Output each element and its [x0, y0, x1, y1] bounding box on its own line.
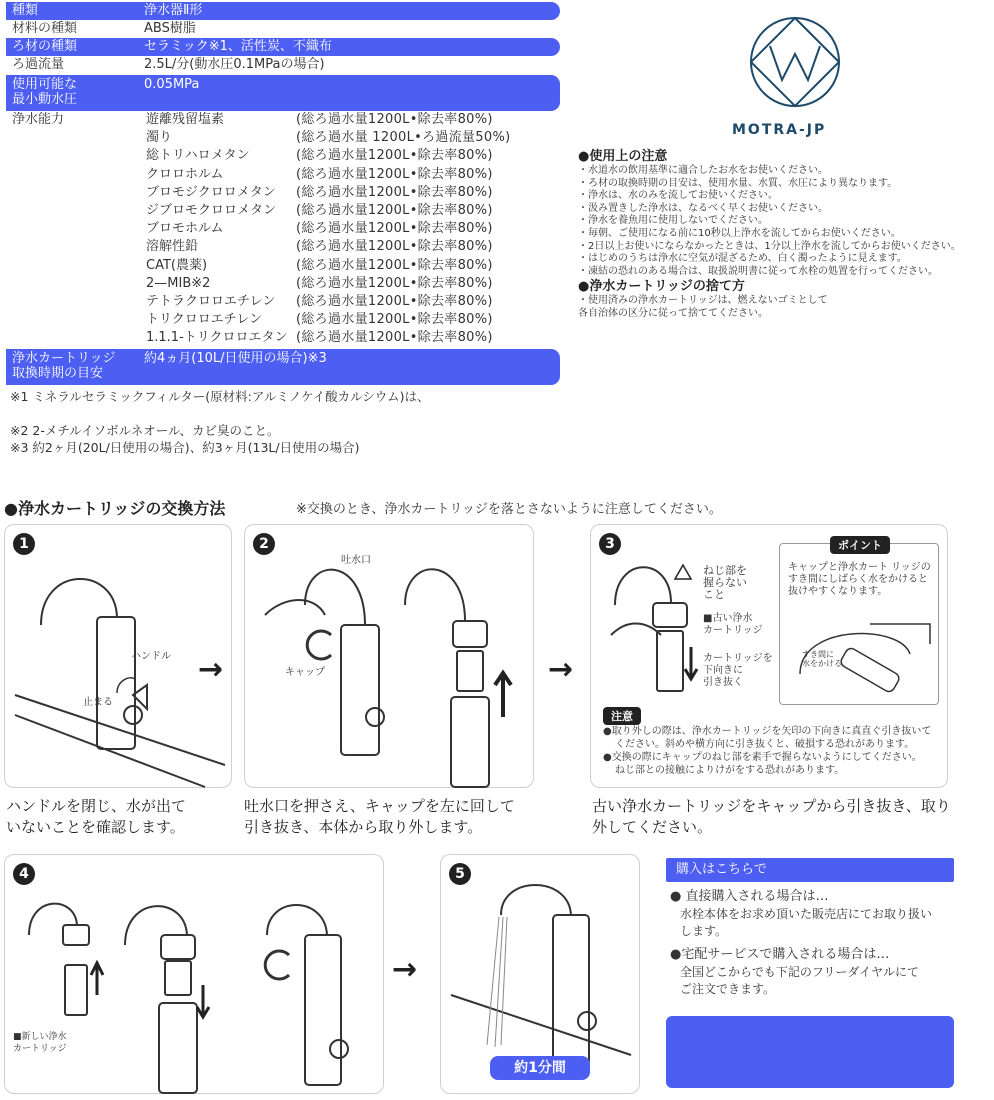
procedure-title: ●浄水カートリッジの交換方法 — [4, 499, 226, 518]
spec-row-type — [6, 2, 560, 20]
footnote-1: ※1 ミネラルセラミックフィルター(原材料:アルミノケイ酸カルシウム)は、 — [10, 389, 430, 404]
performance-item — [146, 166, 510, 184]
performance-name: 溶解性鉛 — [146, 239, 199, 255]
note-line: ・水道水の飲用基準に適合したお水をお使いください。 — [578, 165, 828, 176]
next-arrow-icon: → — [548, 652, 574, 687]
usage-list — [578, 165, 988, 278]
performance-item — [146, 257, 510, 275]
performance-item — [146, 238, 510, 256]
note-line: ・2日以上お使いにならなかったときは、1分以上浄水を流してからお使いください。 — [578, 240, 961, 252]
spec-value: 2.5L/分(動水圧0.1MPaの場合) — [144, 57, 325, 72]
pull-down-label — [703, 653, 773, 689]
next-arrow-icon: → — [198, 652, 224, 687]
performance-block — [6, 111, 560, 348]
note-line: ・浄水は、水のみを流してお使いください。 — [578, 190, 778, 202]
direct-purchase-text — [670, 906, 960, 940]
performance-label: 浄水能力 — [12, 112, 65, 127]
performance-item — [146, 275, 510, 293]
spec-key — [6, 75, 136, 111]
motra-logo-icon — [740, 12, 850, 112]
gap-label — [802, 650, 842, 668]
footnotes — [10, 388, 430, 456]
stop-label: 止まる — [83, 697, 113, 708]
note-line: 各自治体の区分に従って捨ててください。 — [578, 307, 768, 319]
performance-detail: (総ろ過水量1200L•除去率80%) — [296, 312, 493, 328]
caution-line: ねじ部との接触によりけがをする恐れがあります。 — [615, 765, 845, 776]
warning-line: こと — [703, 588, 725, 601]
spec-key-line: 浄水カートリッジ — [12, 350, 116, 366]
note-line: ・使用済みの浄水カートリッジは、燃えないゴミとして — [578, 295, 828, 307]
performance-name: トリクロロエチレン — [146, 312, 263, 328]
note-line: ・毎朝、ご使用になる前に10秒以上浄水を流してからお使いください。 — [578, 227, 901, 239]
step-number: 1 — [13, 533, 35, 555]
handle-label: ハンドル — [131, 651, 171, 662]
cartridge-install-illustration-icon — [5, 855, 385, 1095]
step-2-caption — [244, 796, 515, 838]
text-line: 全国どこからでも下記のフリーダイヤルにて — [680, 965, 920, 979]
spec-key: 材料の種類 — [12, 21, 78, 36]
text-line: します。 — [680, 924, 728, 938]
spout-label: 吐水口 — [341, 555, 371, 566]
performance-list — [136, 111, 510, 348]
step-number: 3 — [599, 533, 621, 555]
point-line: すき間にしばらく水をかけると — [788, 574, 928, 585]
performance-name: 濁り — [146, 130, 173, 146]
step-3-caption — [592, 796, 951, 838]
note-line: ・ろ材の取換時期の目安は、使用水量、水質、水圧により異なります。 — [578, 177, 898, 189]
text-line: 水栓本体をお求め頂いた販売店にてお取り扱い — [680, 907, 933, 921]
point-line: 抜けやすくなります。 — [788, 586, 888, 597]
spec-value: 約4ヵ月(10L/日使用の場合)※3 — [136, 349, 560, 385]
spec-row-cartridge — [6, 349, 560, 385]
caption-line: 古い浄水カートリッジをキャップから引き抜き、取り — [592, 797, 951, 815]
note-line: ・浄水を養魚用に使用しないでください。 — [578, 215, 768, 227]
step-4-panel — [4, 854, 384, 1094]
contact-box — [666, 1016, 954, 1088]
performance-name: ブロモジクロロメタン — [146, 184, 276, 200]
performance-item — [146, 111, 510, 129]
performance-item — [146, 129, 510, 147]
step-number: 2 — [253, 533, 275, 555]
spec-value: セラミック※1、活性炭、不織布 — [136, 38, 560, 56]
spec-row-material — [6, 20, 560, 38]
performance-name: テトラクロロエチレン — [146, 294, 276, 310]
label-line: 水をかける — [802, 659, 842, 668]
footnote-3: ※3 約2ヶ月(20L/日使用の場合)、約3ヶ月(13L/日使用の場合) — [10, 440, 360, 455]
spec-key: 種類 — [6, 2, 136, 20]
caption-line: 引き抜き、本体から取り外します。 — [244, 818, 483, 836]
performance-name: ブロモホルム — [146, 221, 224, 237]
warning-line: 握らない — [703, 576, 747, 589]
performance-detail: (総ろ過水量1200L•除去率80%) — [296, 166, 493, 182]
performance-name: 2—MIB※2 — [146, 275, 211, 291]
cap-removal-illustration-icon — [245, 525, 535, 789]
purchase-info — [670, 888, 960, 1004]
performance-detail: (総ろ過水量1200L•除去率80%) — [296, 221, 493, 237]
caution-line: ●取り外しの際は、浄水カートリッジを矢印の下向きに真直ぐ引き抜いて — [603, 726, 932, 737]
warning-label — [703, 565, 747, 601]
caution-line: ●交換の際にキャップのねじ部を素手で握らないようにしてください。 — [603, 752, 922, 763]
delivery-purchase-heading: ●宅配サービスで購入される場合は… — [670, 947, 890, 962]
performance-detail: (総ろ過水量1200L•除去率80%) — [296, 239, 493, 255]
next-arrow-icon: → — [392, 952, 418, 987]
warning-line: ねじ部を — [703, 564, 747, 577]
caption-line: いないことを確認します。 — [6, 818, 185, 836]
step-number: 4 — [13, 863, 35, 885]
caption-line: ハンドルを閉じ、水が出て — [6, 797, 187, 815]
spec-row-flow — [6, 56, 560, 74]
point-box — [779, 539, 939, 705]
purchase-title: 購入はこちらで — [666, 858, 954, 882]
point-line: キャップと浄水カート リッジの — [788, 562, 931, 573]
label-line: 引き抜く — [703, 677, 743, 688]
spec-key: ろ過流量 — [12, 57, 65, 72]
performance-name: CAT(農薬) — [146, 257, 208, 273]
spec-value: 浄水器Ⅱ形 — [136, 2, 560, 20]
step-1-caption — [6, 796, 186, 838]
caption-line: 吐水口を押さえ、キャップを左に回して — [244, 797, 515, 815]
direct-purchase-heading: ● 直接購入される場合は… — [670, 889, 829, 904]
performance-name: 1.1.1-トリクロロエタン — [146, 330, 288, 346]
spec-key-line: 取換時期の目安 — [12, 365, 104, 381]
new-cartridge-label — [13, 1031, 67, 1055]
performance-name: ジブロモクロロメタン — [146, 203, 277, 219]
usage-title: ●使用上の注意 — [578, 149, 668, 164]
note-line: ・はじめのうちは浄水に空気が混ざるため、白く濁ったように見えます。 — [578, 253, 907, 265]
logo-text: MOTRA-JP — [732, 122, 827, 138]
performance-detail: (総ろ過水量 1200L•ろ過流量50%) — [296, 130, 511, 146]
spec-key-line: 最小動水圧 — [12, 92, 78, 107]
performance-item — [146, 329, 510, 347]
caution-text — [603, 725, 931, 777]
performance-item — [146, 293, 510, 311]
point-tag: ポイント — [830, 536, 890, 554]
point-text — [788, 562, 931, 598]
spec-value: ABS樹脂 — [144, 21, 196, 36]
footnote-2: ※2 2-メチルイソボルネオール、カビ臭のこと。 — [10, 423, 280, 438]
procedure-note: ※交換のとき、浄水カートリッジを落とさないように注意してください。 — [296, 502, 722, 517]
step-3-panel — [590, 524, 948, 788]
performance-name: 遊離残留塩素 — [146, 112, 225, 127]
label-line: すき間に — [802, 650, 834, 659]
label-line: ■新しい浄水 — [13, 1032, 67, 1042]
spec-table — [6, 2, 560, 385]
spec-row-filter — [6, 38, 560, 56]
spec-value: 0.05MPa — [136, 75, 560, 111]
note-line: ・汲み置きした浄水は、なるべく早くお使いください。 — [578, 202, 828, 214]
label-line: 下向きに — [703, 665, 743, 676]
performance-detail: (総ろ過水量1200L•除去率80%) — [296, 257, 493, 273]
performance-detail: (総ろ過水量1200L•除去率80%) — [296, 275, 493, 291]
label-line: カートリッジを — [703, 653, 773, 664]
performance-item — [146, 184, 510, 202]
performance-name: 総トリハロメタン — [146, 148, 250, 164]
cap-label: キャップ — [285, 667, 325, 678]
performance-detail: (総ろ過水量1200L•除去率80%) — [296, 112, 493, 127]
performance-detail: (総ろ過水量1200L•除去率80%) — [296, 330, 493, 346]
performance-detail: (総ろ過水量1200L•除去率80%) — [296, 184, 493, 200]
performance-detail: (総ろ過水量1200L•除去率80%) — [296, 203, 493, 219]
spec-key-line: 使用可能な — [12, 77, 78, 92]
performance-item — [146, 220, 510, 238]
performance-item — [146, 147, 510, 165]
text-line: ご注文できます。 — [680, 982, 776, 996]
delivery-purchase-text — [670, 964, 960, 998]
spec-row-pressure — [6, 75, 560, 111]
disposal-title: ●浄水カートリッジの捨て方 — [578, 279, 745, 295]
performance-name: クロロホルム — [146, 166, 224, 182]
performance-item — [146, 311, 510, 329]
caution-tag: 注意 — [603, 707, 641, 725]
performance-item — [146, 202, 510, 220]
spec-key: ろ材の種類 — [6, 38, 136, 56]
usage-notes — [578, 148, 988, 321]
note-line: ・凍結の恐れのある場合は、取扱説明書に従って水栓の処置を行ってください。 — [578, 265, 938, 277]
step-2-panel — [244, 524, 534, 788]
label-line: カートリッジ — [13, 1044, 67, 1054]
label-line: カートリッジ — [703, 625, 763, 636]
performance-detail: (総ろ過水量1200L•除去率80%) — [296, 294, 493, 310]
old-cartridge-label — [703, 613, 763, 637]
caption-line: 外してください。 — [592, 818, 713, 836]
disposal-list — [578, 295, 988, 320]
label-line: ■古い浄水 — [703, 613, 753, 624]
performance-detail: (総ろ過水量1200L•除去率80%) — [296, 148, 493, 164]
spec-key — [6, 349, 136, 385]
step-number: 5 — [449, 863, 471, 885]
caution-line: ください。斜めや横方向に引き抜くと、破損する恐れがあります。 — [615, 739, 915, 750]
duration-badge: 約1分間 — [490, 1056, 590, 1080]
